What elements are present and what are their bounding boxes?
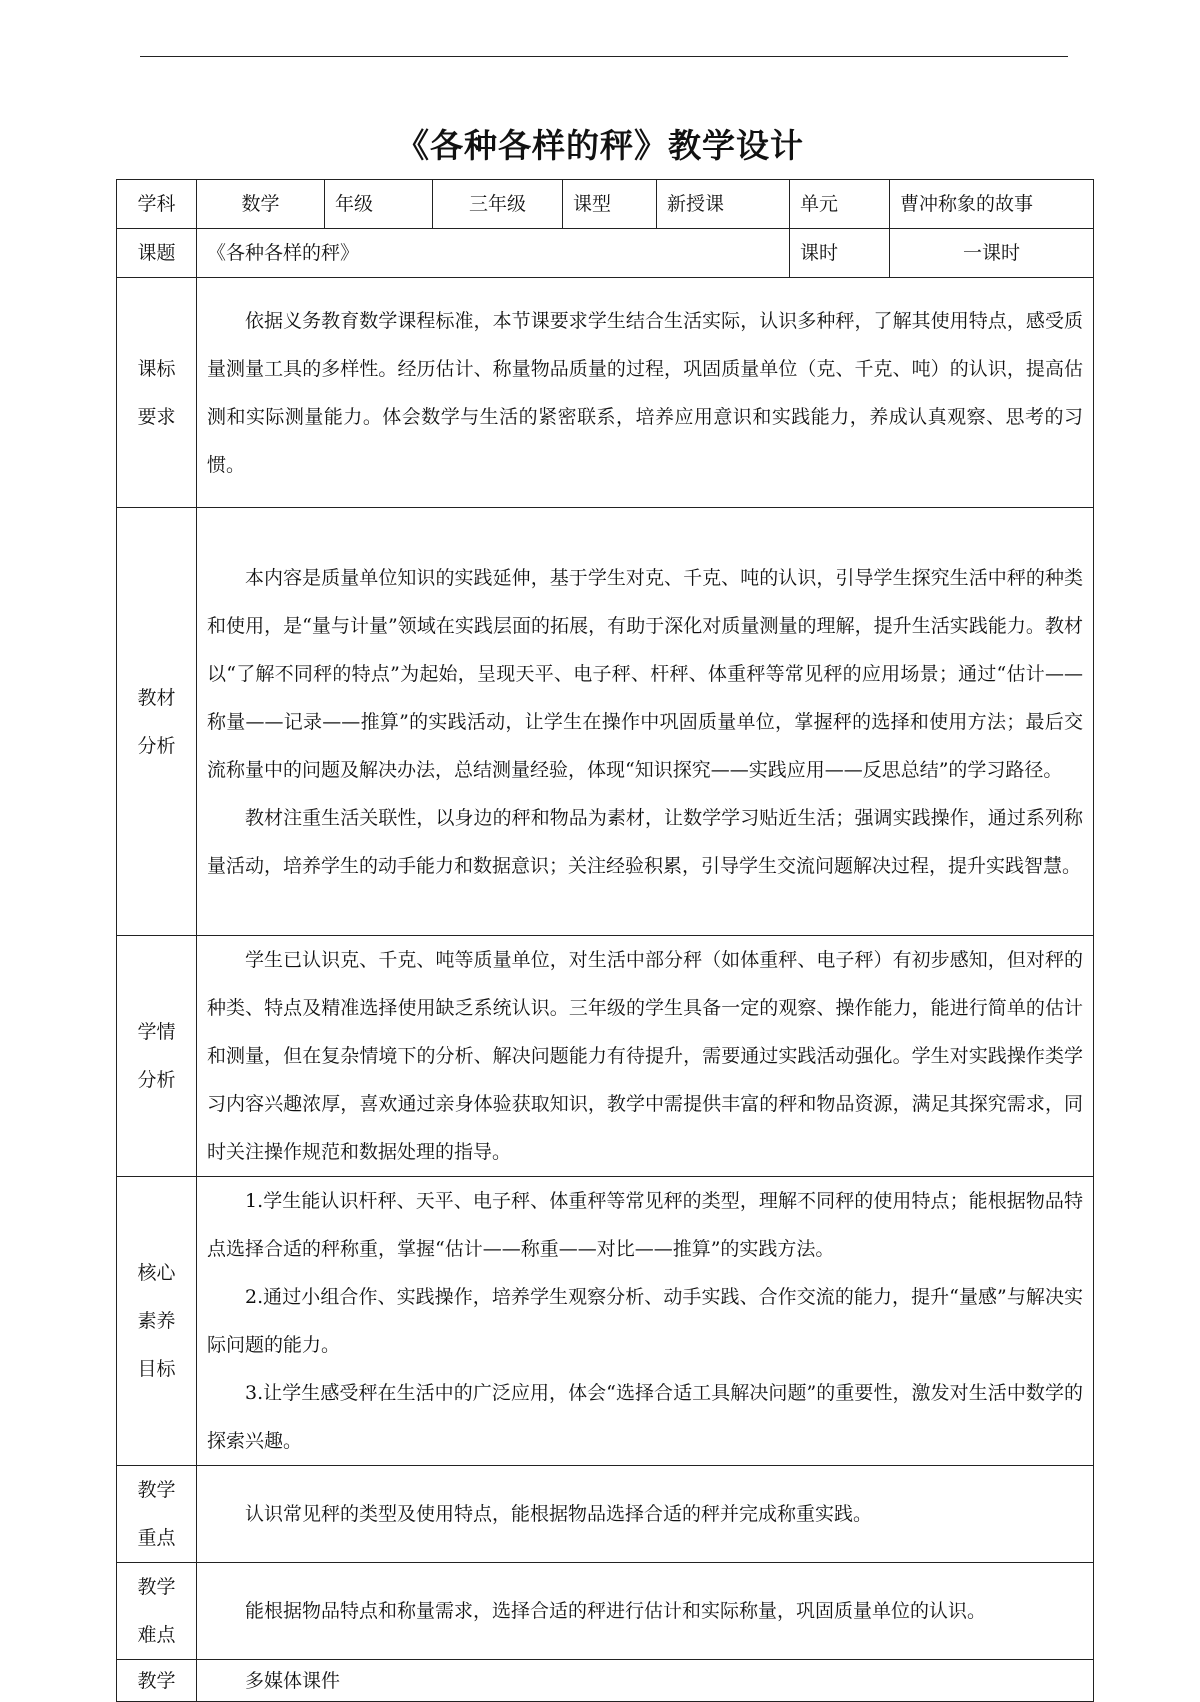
- students-content: [197, 936, 1094, 1177]
- period-value: 一课时: [890, 229, 1094, 278]
- goals-label: [117, 1177, 197, 1466]
- resources-label: 教学: [117, 1660, 197, 1702]
- textbook-label-line2: 分析: [137, 734, 176, 757]
- type-label: 课型: [563, 180, 657, 229]
- goals-item-3: 3.让学生感受秤在生活中的广泛应用，体会“选择合适工具解决问题”的重要性，激发对生活中数学的探索兴趣。: [207, 1382, 1083, 1452]
- difficulties-row: [117, 1563, 1094, 1660]
- textbook-content: [197, 508, 1094, 936]
- grade-label: 年级: [325, 180, 433, 229]
- type-value: 新授课: [657, 180, 790, 229]
- standards-content: [197, 278, 1094, 508]
- standards-label: [117, 278, 197, 508]
- textbook-label-line1: 教材: [137, 686, 176, 709]
- difficulties-label-line2: 难点: [137, 1624, 176, 1646]
- unit-value: 曹冲称象的故事: [890, 180, 1094, 229]
- key-points-row: [117, 1466, 1094, 1563]
- key-points-label-line1: 教学: [137, 1479, 176, 1501]
- goals-label-line3: 目标: [137, 1358, 176, 1380]
- goals-row: [117, 1177, 1094, 1466]
- key-points-label-line2: 重点: [137, 1527, 176, 1549]
- textbook-paragraph-2: 教材注重生活关联性，以身边的秤和物品为素材，让数学学习贴近生活；强调实践操作，通过系列称量活动，培养学生的动手能力和数据意识；关注经验积累，引导学生交流问题解决过程，提升实践智慧。: [207, 806, 1083, 877]
- topic-value: 《各种各样的秤》: [197, 229, 790, 278]
- textbook-row: [117, 508, 1094, 936]
- goals-item-1: 1.学生能认识杆秤、天平、电子秤、体重秤等常见秤的类型，理解不同秤的使用特点；能根据物品特点选择合适的秤称重，掌握“估计——称重——对比——推算”的实践方法。: [207, 1190, 1083, 1260]
- students-row: [117, 936, 1094, 1177]
- unit-label: 单元: [790, 180, 890, 229]
- key-points-text: 认识常见秤的类型及使用特点，能根据物品选择合适的秤并完成称重实践。: [245, 1503, 873, 1525]
- textbook-paragraph-1: 本内容是质量单位知识的实践延伸，基于学生对克、千克、吨的认识，引导学生探究生活中秤的种类和使用，是“量与计量”领域在实践层面的拓展，有助于深化对质量测量的理解，提升生活实践能力。教材以“了解不同秤的特点”为起始，呈现天平、电子秤、杆秤、体重秤等常见秤的应用场景；通过“估计——称量——记录——推算”的实践活动，让学生在操作中巩固质量单位，掌握秤的选择和使用方法；最后交流称量中的问题及解决办法，总结测量经验，体现“知识探究——实践应用——反思总结”的学习路径。: [207, 566, 1083, 781]
- document-title: 《各种各样的秤》教学设计: [396, 126, 804, 165]
- resources-text: 多媒体课件: [245, 1669, 341, 1692]
- key-points-label: [117, 1466, 197, 1563]
- subject-label: 学科: [117, 180, 197, 229]
- resources-row: [117, 1660, 1094, 1702]
- standards-label-line1: 课标: [137, 357, 176, 380]
- goals-content: [197, 1177, 1094, 1466]
- grade-value: 三年级: [433, 180, 563, 229]
- difficulties-text: 能根据物品特点和称量需求，选择合适的秤进行估计和实际称量，巩固质量单位的认识。: [245, 1600, 987, 1622]
- key-points-content: [197, 1466, 1094, 1563]
- goals-label-line2: 素养: [137, 1310, 176, 1332]
- standards-row: [117, 278, 1094, 508]
- students-label: [117, 936, 197, 1177]
- topic-row: [117, 229, 1094, 278]
- period-label: 课时: [790, 229, 890, 278]
- header-rule: [140, 56, 1068, 57]
- topic-label: 课题: [117, 229, 197, 278]
- students-paragraph: 学生已认识克、千克、吨等质量单位，对生活中部分秤（如体重秤、电子秤）有初步感知，但对秤的种类、特点及精准选择使用缺乏系统认识。三年级的学生具备一定的观察、操作能力，能进行简单的估计和测量，但在复杂情境下的分析、解决问题能力有待提升，需要通过实践活动强化。学生对实践操作类学习内容兴趣浓厚，喜欢通过亲身体验获取知识，教学中需提供丰富的秤和物品资源，满足其探究需求，同时关注操作规范和数据处理的指导。: [207, 949, 1083, 1163]
- subject-value: 数学: [197, 180, 325, 229]
- students-label-line1: 学情: [137, 1021, 176, 1043]
- textbook-label: [117, 508, 197, 936]
- info-row: [117, 180, 1094, 229]
- students-label-line2: 分析: [137, 1069, 176, 1091]
- lesson-design-table: [116, 179, 1094, 1702]
- goals-label-line1: 核心: [137, 1262, 176, 1284]
- standards-paragraph: 依据义务教育数学课程标准，本节课要求学生结合生活实际，认识多种秤，了解其使用特点，感受质量测量工具的多样性。经历估计、称量物品质量的过程，巩固质量单位（克、千克、吨）的认识，提高估测和实际测量能力。体会数学与生活的紧密联系，培养应用意识和实践能力，养成认真观察、思考的习惯。: [207, 309, 1083, 476]
- resources-content: [197, 1660, 1094, 1702]
- difficulties-content: [197, 1563, 1094, 1660]
- difficulties-label-line1: 教学: [137, 1576, 176, 1598]
- goals-item-2: 2.通过小组合作、实践操作，培养学生观察分析、动手实践、合作交流的能力，提升“量感”与解决实际问题的能力。: [207, 1286, 1083, 1356]
- standards-label-line2: 要求: [137, 405, 176, 428]
- difficulties-label: [117, 1563, 197, 1660]
